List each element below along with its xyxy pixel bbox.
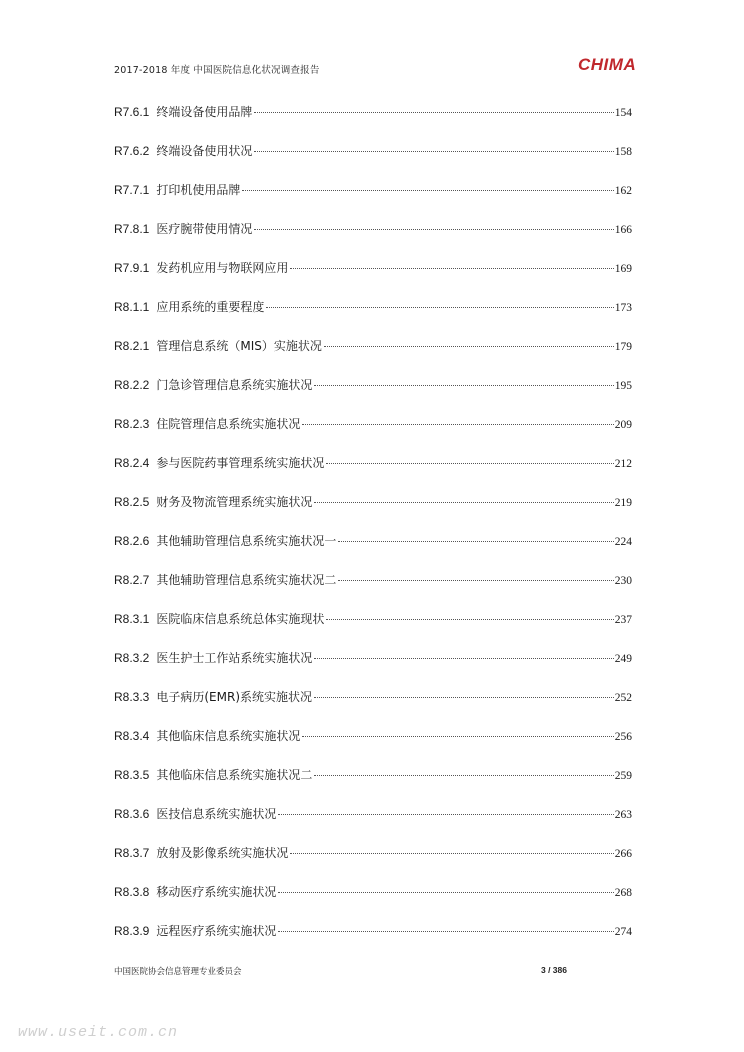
page-indicator: 3 / 386 xyxy=(541,965,567,975)
toc-entry-number: R8.3.5 xyxy=(114,768,150,782)
toc-entry-title: 门急诊管理信息系统实施状况 xyxy=(156,378,313,392)
toc-dot-leader xyxy=(314,697,614,698)
toc-entry-title: 移动医疗系统实施状况 xyxy=(156,885,277,899)
toc-dot-leader xyxy=(242,190,613,191)
toc-entry-title: 应用系统的重要程度 xyxy=(156,300,265,314)
toc-entry[interactable] xyxy=(114,685,632,724)
toc-entry-page: 237 xyxy=(614,614,632,626)
toc-dot-leader xyxy=(278,931,613,932)
toc-entry[interactable] xyxy=(114,646,632,685)
toc-entry-page: 179 xyxy=(614,341,632,353)
toc-entry-title: 其他临床信息系统实施状况二 xyxy=(156,768,313,782)
toc-entry-title: 电子病历(EMR)系统实施状况 xyxy=(156,690,312,704)
toc-dot-leader xyxy=(314,502,613,503)
toc-entry[interactable] xyxy=(114,763,632,802)
toc-entry-number: R8.1.1 xyxy=(114,300,150,314)
toc-entry-number: R8.2.3 xyxy=(114,417,150,431)
toc-entry[interactable] xyxy=(114,217,632,256)
toc-entry-title: 远程医疗系统实施状况 xyxy=(156,924,277,938)
toc-entry[interactable] xyxy=(114,841,632,880)
toc-entry-page: 209 xyxy=(614,419,632,431)
toc-entry[interactable] xyxy=(114,607,632,646)
toc-entry-title: 财务及物流管理系统实施状况 xyxy=(156,495,313,509)
toc-entry-title: 管理信息系统（MIS）实施状况 xyxy=(156,339,322,353)
toc-entry[interactable] xyxy=(114,490,632,529)
toc-entry-title: 放射及影像系统实施状况 xyxy=(156,846,289,860)
toc-entry-number: R8.3.7 xyxy=(114,846,150,860)
toc-entry-title: 医疗腕带使用情况 xyxy=(156,222,253,236)
toc-entry-title: 医院临床信息系统总体实施现状 xyxy=(156,612,325,626)
toc-entry-title: 打印机使用品牌 xyxy=(156,183,241,197)
toc-entry-number: R8.3.4 xyxy=(114,729,150,743)
toc-entry-number: R8.2.6 xyxy=(114,534,150,548)
toc-entry-page: 249 xyxy=(614,653,632,665)
toc-dot-leader xyxy=(338,541,613,542)
toc-entry[interactable] xyxy=(114,451,632,490)
toc-entry-number: R8.3.2 xyxy=(114,651,150,665)
toc-entry-number: R8.2.2 xyxy=(114,378,150,392)
toc-entry-number: R8.2.4 xyxy=(114,456,150,470)
toc-dot-leader xyxy=(314,775,613,776)
toc-entry-title: 医技信息系统实施状况 xyxy=(156,807,277,821)
toc-entry-number: R8.3.9 xyxy=(114,924,150,938)
toc-entry-number: R8.2.5 xyxy=(114,495,150,509)
toc-dot-leader xyxy=(278,814,613,815)
toc-entry-page: 263 xyxy=(614,809,632,821)
toc-entry-title: 终端设备使用品牌 xyxy=(156,105,253,119)
toc-entry-page: 268 xyxy=(614,887,632,899)
toc-entry[interactable] xyxy=(114,295,632,334)
toc-entry[interactable] xyxy=(114,529,632,568)
toc-entry-number: R8.3.1 xyxy=(114,612,150,626)
toc-dot-leader xyxy=(326,619,613,620)
toc-entry-title: 医生护士工作站系统实施状况 xyxy=(156,651,313,665)
report-header-title: 2017-2018 年度 中国医院信息化状况调查报告 xyxy=(114,65,320,76)
toc-entry-page: 266 xyxy=(614,848,632,860)
toc-entry-page: 252 xyxy=(614,692,632,704)
toc-entry[interactable] xyxy=(114,178,632,217)
toc-entry-number: R8.3.8 xyxy=(114,885,150,899)
toc-dot-leader xyxy=(266,307,613,308)
watermark: www.useit.com.cn xyxy=(18,1024,179,1041)
toc-dot-leader xyxy=(326,463,613,464)
toc-entry[interactable] xyxy=(114,412,632,451)
toc-entry-title: 其他辅助管理信息系统实施状况一 xyxy=(156,534,337,548)
toc-dot-leader xyxy=(314,658,613,659)
toc-entry[interactable] xyxy=(114,100,632,139)
toc-entry[interactable] xyxy=(114,256,632,295)
toc-entry-page: 169 xyxy=(614,263,632,275)
toc-dot-leader xyxy=(302,736,613,737)
toc-entry-page: 224 xyxy=(614,536,632,548)
table-of-contents xyxy=(114,100,632,958)
toc-entry-page: 166 xyxy=(614,224,632,236)
toc-entry[interactable] xyxy=(114,373,632,412)
toc-dot-leader xyxy=(324,346,614,347)
toc-entry-page: 256 xyxy=(614,731,632,743)
toc-entry-number: R7.6.1 xyxy=(114,105,150,119)
toc-entry[interactable] xyxy=(114,919,632,958)
toc-entry-number: R8.2.1 xyxy=(114,339,150,353)
toc-entry-page: 158 xyxy=(614,146,632,158)
toc-entry-number: R7.9.1 xyxy=(114,261,150,275)
toc-dot-leader xyxy=(290,268,613,269)
toc-entry-title: 其他临床信息系统实施状况 xyxy=(156,729,301,743)
toc-entry-number: R7.6.2 xyxy=(114,144,150,158)
toc-dot-leader xyxy=(290,853,613,854)
toc-dot-leader xyxy=(254,229,613,230)
toc-entry[interactable] xyxy=(114,724,632,763)
toc-entry-number: R8.2.7 xyxy=(114,573,150,587)
toc-entry-page: 195 xyxy=(614,380,632,392)
toc-entry[interactable] xyxy=(114,802,632,841)
toc-entry-page: 230 xyxy=(614,575,632,587)
toc-entry-page: 274 xyxy=(614,926,632,938)
toc-entry-number: R8.3.6 xyxy=(114,807,150,821)
toc-entry-title: 终端设备使用状况 xyxy=(156,144,253,158)
toc-entry[interactable] xyxy=(114,139,632,178)
toc-entry-page: 154 xyxy=(614,107,632,119)
toc-entry-title: 发药机应用与物联网应用 xyxy=(156,261,289,275)
toc-entry[interactable] xyxy=(114,334,632,373)
toc-dot-leader xyxy=(302,424,613,425)
chima-logo: CHIMA xyxy=(578,55,637,74)
toc-dot-leader xyxy=(254,112,613,113)
toc-dot-leader xyxy=(338,580,613,581)
toc-entry-title: 参与医院药事管理系统实施状况 xyxy=(156,456,325,470)
toc-entry-page: 162 xyxy=(614,185,632,197)
toc-entry-number: R7.8.1 xyxy=(114,222,150,236)
toc-entry-page: 173 xyxy=(614,302,632,314)
toc-entry-title: 住院管理信息系统实施状况 xyxy=(156,417,301,431)
toc-entry-title: 其他辅助管理信息系统实施状况二 xyxy=(156,573,337,587)
toc-entry[interactable] xyxy=(114,568,632,607)
toc-entry-page: 219 xyxy=(614,497,632,509)
toc-dot-leader xyxy=(314,385,613,386)
toc-dot-leader xyxy=(254,151,613,152)
toc-dot-leader xyxy=(278,892,613,893)
toc-entry-number: R7.7.1 xyxy=(114,183,150,197)
toc-entry-number: R8.3.3 xyxy=(114,690,150,704)
toc-entry-page: 259 xyxy=(614,770,632,782)
toc-entry-page: 212 xyxy=(614,458,632,470)
toc-entry[interactable] xyxy=(114,880,632,919)
footer-organization: 中国医院协会信息管理专业委员会 xyxy=(114,967,242,977)
